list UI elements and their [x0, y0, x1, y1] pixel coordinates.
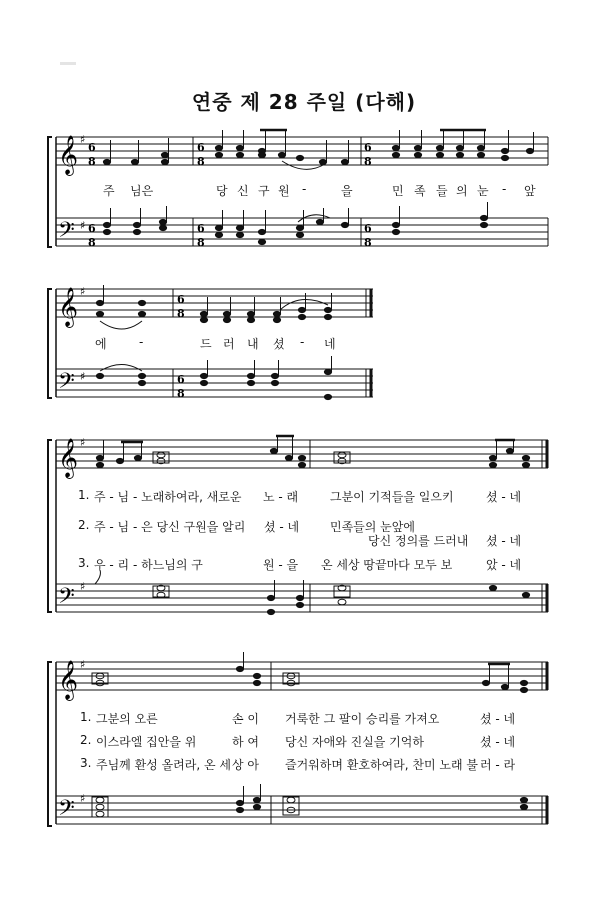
time-sig-den: 8 [88, 155, 96, 168]
lyric-syllable: 원 [278, 184, 290, 198]
treble-notes [92, 652, 528, 693]
time-sig-num: 6 [88, 141, 96, 154]
lyric-syllable: 민 [392, 184, 404, 198]
verse-number: 1. [80, 710, 92, 724]
lyric-syllable: 구 [258, 184, 270, 198]
sharp-icon: ♯ [80, 658, 86, 671]
lyric-syllable: - [300, 335, 305, 349]
verse-number: 3. [78, 556, 90, 570]
time-sig-den: 8 [197, 155, 205, 168]
lyric-syllable: 내 [247, 337, 259, 351]
time-sig-num: 6 [364, 141, 372, 154]
treble-clef-icon: 𝄞 [58, 660, 79, 700]
sharp-icon: ♯ [80, 133, 86, 146]
verse-text: 우 - 리 - 하느님의 구 [94, 558, 203, 572]
verse-text: 셨 - 네 [480, 735, 516, 749]
time-sig-num: 6 [177, 373, 185, 386]
lyric-syllable: 주 [103, 184, 115, 198]
time-sig-num: 6 [197, 222, 205, 235]
verse-text: 당신 정의를 드러내 [368, 534, 469, 548]
lyric-syllable: 앞 [524, 184, 536, 198]
time-sig-num: 6 [177, 293, 185, 306]
page-title: 연중 제 28 주일 (다해) [191, 90, 417, 114]
lyric-syllable: 들 [436, 184, 448, 198]
verse-text: 셨 - 네 [486, 490, 522, 504]
lyric-syllable: - [502, 182, 507, 196]
verse-number: 3. [80, 756, 92, 770]
treble-clef-icon: 𝄞 [58, 287, 79, 327]
lyric-syllable: - [302, 182, 307, 196]
verse-text: 당신 자애와 진실을 기억하 [285, 735, 424, 749]
verse-text: 원 - 을 [263, 558, 299, 572]
lyric-syllable: 러 [223, 337, 235, 351]
verse-text: 러 - 라 [480, 758, 516, 772]
verse-text: 상 아 [232, 758, 259, 772]
verse-text: 민족들의 눈앞에 [330, 520, 415, 534]
lyric-syllable: - [139, 335, 144, 349]
lyric-syllable: 님은 [130, 184, 154, 198]
sharp-icon: ♯ [80, 285, 86, 298]
verse-text: 주 - 님 - 은 당신 구원을 알리 [94, 520, 246, 534]
lyric-syllable: 눈 [477, 184, 489, 198]
treble-clef-icon: 𝄞 [58, 438, 79, 478]
lyric-syllable: 에 [95, 337, 107, 351]
time-sig-num: 6 [197, 141, 205, 154]
time-sig-den: 8 [197, 236, 205, 249]
time-sig-num: 6 [364, 222, 372, 235]
lyric-syllable: 당 [216, 184, 228, 198]
sharp-icon: ♯ [80, 436, 86, 449]
time-sig-den: 8 [364, 155, 372, 168]
lyric-syllable: 족 [414, 184, 426, 198]
verse-text: 손 이 [232, 712, 259, 726]
bass-clef-icon: 𝄢 [58, 584, 75, 614]
verse-text: 주 - 님 - 노래하여라, 새로운 [94, 490, 242, 504]
time-sig-den: 8 [364, 236, 372, 249]
lyric-syllable: 신 [237, 184, 249, 198]
lyric-syllable: 을 [341, 184, 353, 198]
verse-number: 2. [80, 733, 92, 747]
verse-number: 2. [78, 518, 90, 532]
sharp-icon: ♯ [80, 370, 86, 383]
time-sig-num: 6 [88, 222, 96, 235]
verse-text: 셨 - 네 [480, 712, 516, 726]
verse-text: 즐거워하며 환호하여라, 찬미 노래 불 [285, 758, 478, 772]
verse-text: 노 - 래 [263, 490, 299, 504]
verse-text: 그분의 오른 [96, 712, 158, 726]
lyric-syllable: 네 [324, 337, 336, 351]
verse-text: 았 - 네 [486, 558, 522, 572]
verse-text: 하 여 [232, 735, 259, 749]
lyric-syllable: 드 [200, 337, 212, 351]
verse-number: 1. [78, 488, 90, 502]
verse-text: 그분이 기적들을 일으키 [330, 490, 454, 504]
bass-clef-icon: 𝄢 [58, 796, 75, 826]
bass-clef-icon: 𝄢 [58, 369, 75, 399]
lyric-syllable: 셨 [273, 337, 285, 351]
verse-text: 셨 - 네 [486, 534, 522, 548]
sharp-icon: ♯ [80, 792, 86, 805]
time-sig-den: 8 [177, 387, 185, 400]
bass-clef-icon: 𝄢 [58, 218, 75, 248]
verse-text: 온 세상 땅끝마다 모두 보 [321, 558, 453, 572]
sharp-icon: ♯ [80, 219, 86, 232]
time-sig-den: 8 [177, 307, 185, 320]
treble-clef-icon: 𝄞 [58, 135, 79, 175]
time-sig-den: 8 [88, 236, 96, 249]
verse-text: 거룩한 그 팔이 승리를 가져오 [285, 712, 440, 726]
verse-text: 셨 - 네 [264, 520, 300, 534]
lyric-syllable: 의 [456, 184, 468, 198]
bass-notes [92, 784, 528, 817]
verse-text: 이스라엘 집안을 위 [96, 735, 197, 749]
sharp-icon: ♯ [80, 580, 86, 593]
verse-text: 주님께 환성 올려라, 온 세 [96, 758, 231, 772]
